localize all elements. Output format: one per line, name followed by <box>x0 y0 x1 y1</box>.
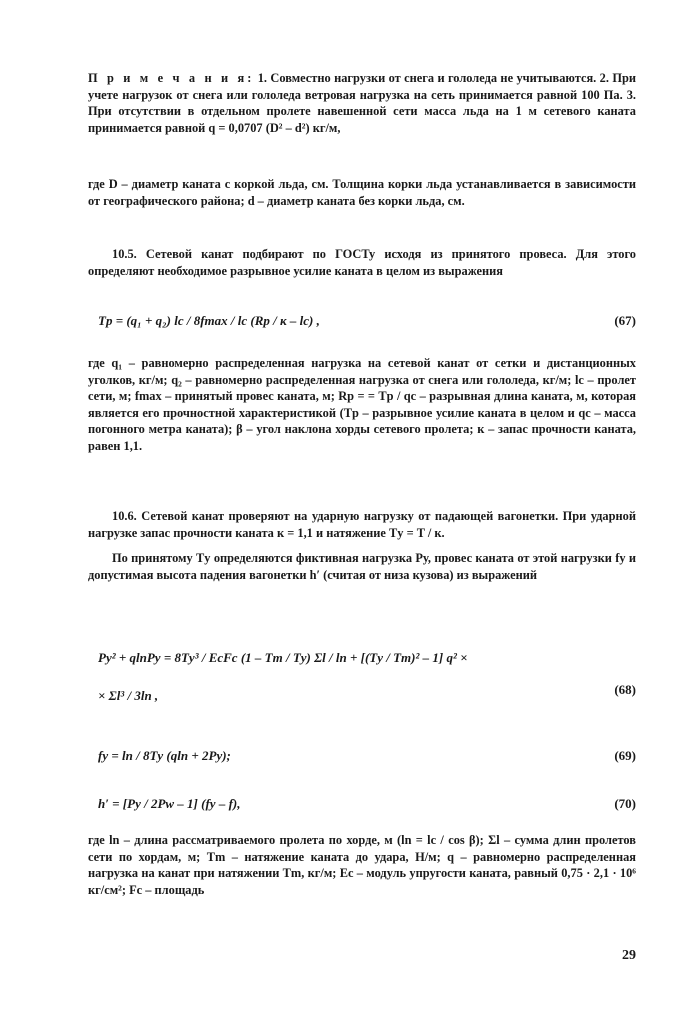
notes-where-paragraph: где D – диаметр каната с коркой льда, см. Толщина корки льда устанавливается в зависимости от географического района; d – диаметр каната без корки льда, см. <box>88 177 636 208</box>
notes-text: 1. Совместно нагрузки от снега и гололеда не учитываются. 2. При учете нагрузок от снега или гололеда ветровая нагрузка на сеть принимается равной 100 Па. 3. При отсутствии в отдельном пролете навешенной сети масса льда на 1 м сетевого каната принимается равной q = 0,0707 (D² – d²) кг/м, <box>88 71 636 135</box>
formula-67-where-paragraph: где q₁ – равномерно распределенная нагрузка на сетевой канат от сетки и дистанционных уголков, кг/м; q₂ – равномерно распределенная нагрузка от снега или гололеда, кг/м; lс – пролет сети, м; fmax – принятый провес каната, м; Rр = = Tр / qс – разрывная длина каната, м, которая является его прочностной характеристикой (Tр – разрывное усилие каната в целом и qс – масса погонного метра каната); β – угол наклона хорды сетевого пролета; к – запас прочности каната, равен 1,1. <box>88 356 636 453</box>
formula-67-expression: Tр = (q₁ + q₂) lс / 8fmax / lс (Rр / к – lс) , <box>98 313 320 328</box>
section-10-6-continued-paragraph: По принятому Tу определяются фиктивная нагрузка Pу, провес каната от этой нагрузки fу и допустимая высота падения вагонетки h′ (считая от низа кузова) из выражений <box>88 551 636 582</box>
notes-label: П р и м е ч а н и я: <box>88 71 255 85</box>
formula-68-expression-1: Pу² + qlnPу = 8Tу³ / EсFс (1 – Tm / Tу) Σl / ln + [(Tу / Tm)² – 1] q² × <box>98 650 468 665</box>
page-number: 29 <box>622 948 636 963</box>
formula-68-number: (68) <box>614 682 636 697</box>
formula-70-number: (70) <box>614 796 636 811</box>
formula-70-expression: h′ = [Pу / 2Pw – 1] (fу – f), <box>98 796 241 811</box>
formula-69-number: (69) <box>614 748 636 763</box>
formula-69-expression: fу = ln / 8Tу (qln + 2Pу); <box>98 748 231 763</box>
notes-paragraph <box>88 70 636 136</box>
section-10-5-paragraph: 10.5. Сетевой канат подбирают по ГОСТу исходя из принятого провеса. Для этого определяют необходимое разрывное усилие каната в целом из выражения <box>88 247 636 278</box>
formula-70-where-paragraph: где ln – длина рассматриваемого пролета по хорде, м (ln = lс / cos β); Σl – сумма длин пролетов сети по хордам, м; Tm – натяжение каната до удара, Н/м; q – равномерно распределенная нагрузка на канат при натяжении Tm, кг/м; Eс – модуль упругости каната, равный 0,75 · 2,1 · 10⁶ кг/см²; Fс – площадь <box>88 833 636 897</box>
formula-67-number: (67) <box>614 313 636 328</box>
section-10-6-paragraph: 10.6. Сетевой канат проверяют на ударную нагрузку от падающей вагонетки. При ударной нагрузке запас прочности каната к = 1,1 и натяжение Tу = T / к. <box>88 509 636 540</box>
formula-68-expression-2: × Σl³ / 3ln , <box>98 688 159 703</box>
